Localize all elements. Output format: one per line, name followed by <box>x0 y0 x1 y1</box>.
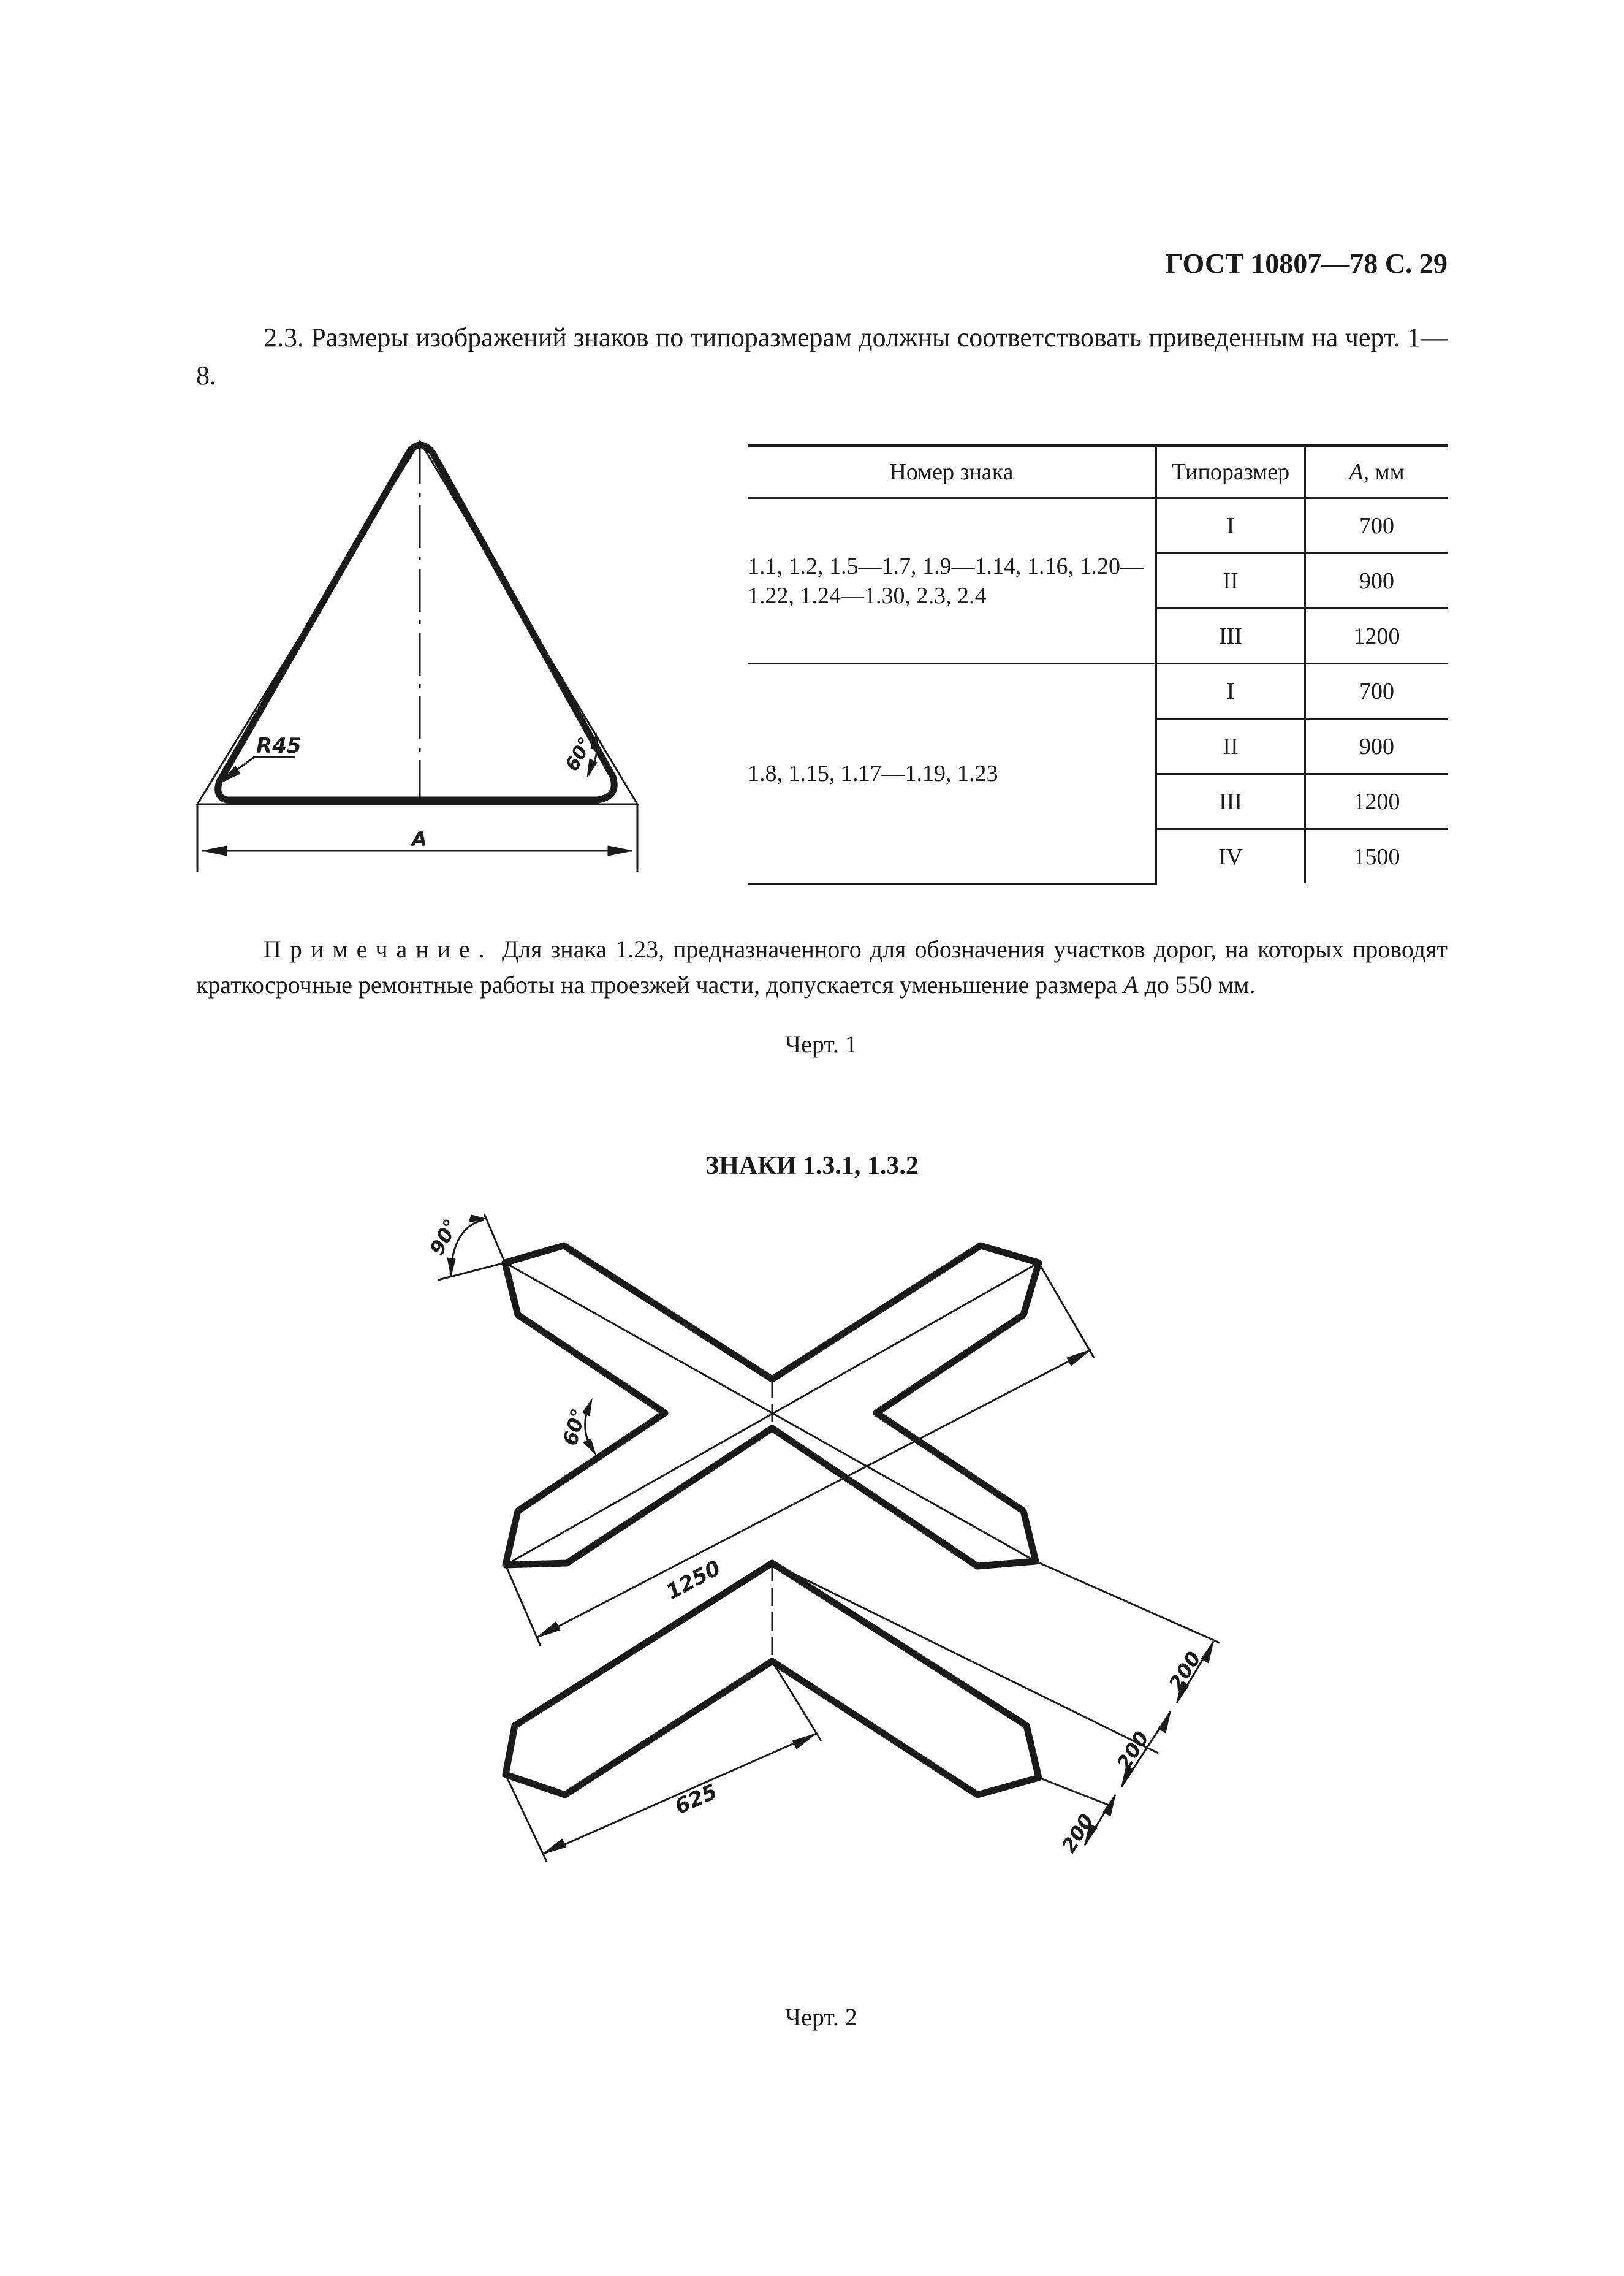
table-cell-signs: 1.8, 1.15, 1.17—1.19, 1.23 <box>748 664 1156 884</box>
table-cell-size: III <box>1156 774 1305 829</box>
dimension-label-200: 200 <box>1164 1647 1206 1695</box>
table-cell-size: III <box>1156 609 1305 664</box>
table-cell-size: IV <box>1156 829 1305 884</box>
column-header-a-var: A <box>1349 459 1364 485</box>
paragraph-2-3: 2.3. Размеры изображений знаков по типоразмерам должны соответствовать приведенным на черт. 1—8. <box>196 322 1448 390</box>
dimension-label-200: 200 <box>1112 1727 1154 1775</box>
dimension-label-a: A <box>412 828 427 851</box>
table-cell-a: 1200 <box>1305 609 1448 664</box>
column-header-a-unit: , мм <box>1363 459 1405 485</box>
cross-sign-drawing <box>404 1201 1262 1986</box>
column-header-a <box>1305 446 1448 498</box>
dimension-label-625: 625 <box>671 1779 721 1820</box>
note-text-before: Для знака 1.23, предназначенного для обозначения участков дорог, на которых проводят краткосрочные ремонтные работы на проезжей части, допускается уменьшение размера <box>196 935 1448 999</box>
table-cell-size: II <box>1156 554 1305 609</box>
table-cell-a: 900 <box>1305 719 1448 774</box>
angle-label-60: 60° <box>558 1406 591 1448</box>
angle-label-60: 60° <box>561 734 597 775</box>
dimension-label-200: 200 <box>1057 1810 1099 1857</box>
note-var: A <box>1123 971 1139 999</box>
table-cell-a: 700 <box>1305 498 1448 554</box>
column-header-sign-number: Номер знака <box>748 446 1156 498</box>
table-cell-a: 900 <box>1305 554 1448 609</box>
figure2-caption: Черт. 2 <box>785 2003 857 2031</box>
running-header: ГОСТ 10807—78 С. 29 <box>1165 248 1448 279</box>
table-cell-size: II <box>1156 719 1305 774</box>
note-text-after: до 550 мм. <box>1138 971 1256 999</box>
table-cell-size: I <box>1156 664 1305 719</box>
dimension-label-1250: 1250 <box>662 1556 725 1605</box>
figure2-title: ЗНАКИ 1.3.1, 1.3.2 <box>705 1152 919 1180</box>
sizes-table <box>748 444 1448 885</box>
radius-label: R45 <box>256 734 302 758</box>
figure1-caption: Черт. 1 <box>785 1030 857 1058</box>
table-row <box>748 498 1448 554</box>
table-cell-size: I <box>1156 498 1305 554</box>
table-cell-a: 1200 <box>1305 774 1448 829</box>
triangle-sign-drawing <box>184 429 662 895</box>
angle-label-90: 90° <box>425 1215 463 1259</box>
table-cell-a: 700 <box>1305 664 1448 719</box>
column-header-size-type: Типоразмер <box>1156 446 1305 498</box>
table-cell-a: 1500 <box>1305 829 1448 884</box>
table-cell-signs: 1.1, 1.2, 1.5—1.7, 1.9—1.14, 1.16, 1.20—1.22, 1.24—1.30, 2.3, 2.4 <box>748 498 1156 664</box>
note-label: Примечание. <box>264 935 493 963</box>
table-row <box>748 664 1448 719</box>
figure1-note <box>196 932 1448 1003</box>
table-header-row <box>748 446 1448 498</box>
